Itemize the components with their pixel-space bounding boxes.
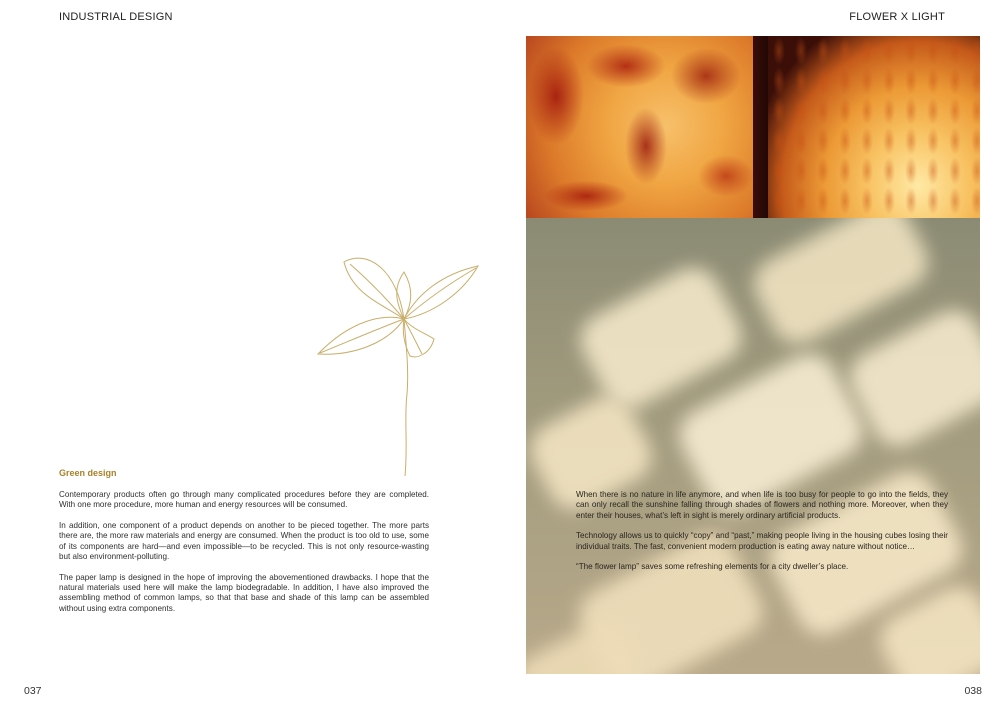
sprout-illustration xyxy=(312,244,486,480)
body-paragraph: Technology allows us to quickly “copy” and “past,” making people living in the housing cubes losing their individual traits. The fast, convenient modern production is eating away nature without notice… xyxy=(576,531,948,551)
header-right-title: FLOWER X LIGHT xyxy=(849,11,945,23)
window-light-photo xyxy=(526,218,980,674)
light-patch xyxy=(571,259,750,418)
body-paragraph: The paper lamp is designed in the hope of improving the abovementioned drawbacks. I hope that the natural materials used here will make the lamp biodegradable. In addition, I have also improved the assembling method of common lamps, so that that base and shade of this lamp can be assembled without using extra components. xyxy=(59,572,429,613)
flower-lamp-photo xyxy=(526,36,980,218)
body-paragraph: When there is no nature in life anymore, and when life is too busy for people to go into the fields, they can only recall the sunshine falling through shades of flowers and nothing more. Moreover, when they enter their houses, what’s left in sight is merely ordinary artificial products. xyxy=(576,490,948,520)
body-paragraph: “The flower lamp” saves some refreshing elements for a city dweller’s place. xyxy=(576,562,849,572)
page-number-right: 038 xyxy=(964,685,982,697)
left-body-text xyxy=(59,490,429,624)
section-heading: Green design xyxy=(59,468,117,478)
petal-pattern xyxy=(768,36,980,218)
right-body-text xyxy=(576,490,948,583)
body-paragraph: In addition, one component of a product depends on another to be pieced together. The more parts there are, the more raw materials and energy are consumed. When the product is too old to use, some of its components are hard—and even impossible—to be recycled. This is not only resource-wasting but also environment-polluting. xyxy=(59,521,429,561)
header-left-title: INDUSTRIAL DESIGN xyxy=(59,11,173,23)
petal-closeup xyxy=(526,36,753,218)
body-paragraph: Contemporary products often go through many complicated procedures before they are completed. With one more procedure, more human and energy resources will be consumed. xyxy=(59,490,429,510)
page-number-left: 037 xyxy=(24,685,42,697)
